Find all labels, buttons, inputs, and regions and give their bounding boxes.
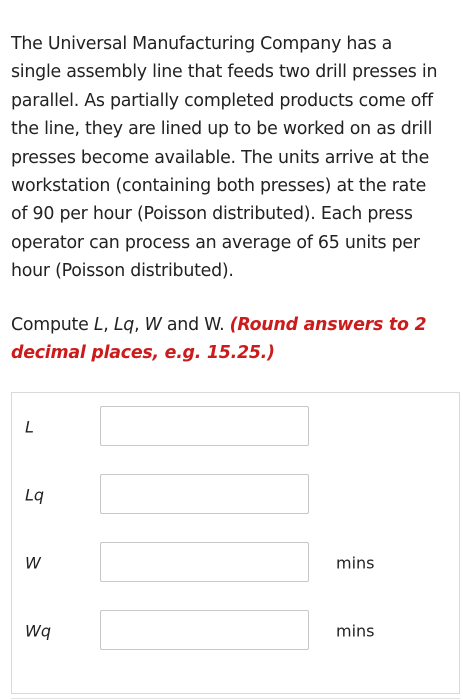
answer-input-lq[interactable] bbox=[100, 474, 309, 514]
instruction-sep: , bbox=[134, 315, 145, 335]
question-line: hour (Poisson distributed). bbox=[11, 261, 234, 282]
answer-label: Wq bbox=[25, 621, 51, 641]
question-line: the line, they are lined up to be worked on as drill bbox=[11, 119, 433, 140]
answer-label: Lq bbox=[25, 485, 45, 505]
instruction-text bbox=[11, 311, 456, 368]
question-line: The Universal Manufacturing Company has a bbox=[11, 34, 393, 54]
answer-row-w bbox=[12, 542, 459, 584]
answer-row-lq bbox=[12, 474, 459, 516]
answer-input-l[interactable] bbox=[100, 406, 309, 446]
question-line: presses become available. The units arrive at the bbox=[11, 147, 430, 168]
divider bbox=[11, 698, 460, 699]
answer-panel bbox=[11, 392, 460, 694]
rounding-hint: (Round answers to 2 decimal places, e.g. 15.25.) bbox=[11, 315, 427, 364]
answer-unit-mins: mins bbox=[336, 553, 375, 573]
variable-w: W bbox=[144, 315, 162, 335]
question-line: parallel. As partially completed products come off bbox=[11, 90, 433, 111]
instruction-sep: , bbox=[103, 315, 114, 335]
instruction-sep: and W. bbox=[161, 315, 230, 335]
answer-row-l bbox=[12, 406, 459, 448]
question-line: workstation (containing both presses) at the rate bbox=[11, 176, 427, 197]
variable-l: L bbox=[93, 315, 104, 335]
question-line: of 90 per hour (Poisson distributed). Each press bbox=[11, 204, 413, 225]
question-line: single assembly line that feeds two drill presses in bbox=[11, 62, 438, 83]
question-line: operator can process an average of 65 units per bbox=[11, 232, 420, 253]
answer-unit-mins: mins bbox=[336, 621, 375, 641]
variable-lq: Lq bbox=[113, 315, 135, 335]
answer-label: W bbox=[25, 553, 41, 573]
answer-input-w[interactable] bbox=[100, 542, 309, 582]
answer-row-wq bbox=[12, 610, 459, 652]
question-text bbox=[11, 30, 456, 286]
answer-input-wq[interactable] bbox=[100, 610, 309, 650]
answer-label: L bbox=[25, 417, 34, 437]
instruction-prefix: Compute bbox=[11, 315, 94, 335]
